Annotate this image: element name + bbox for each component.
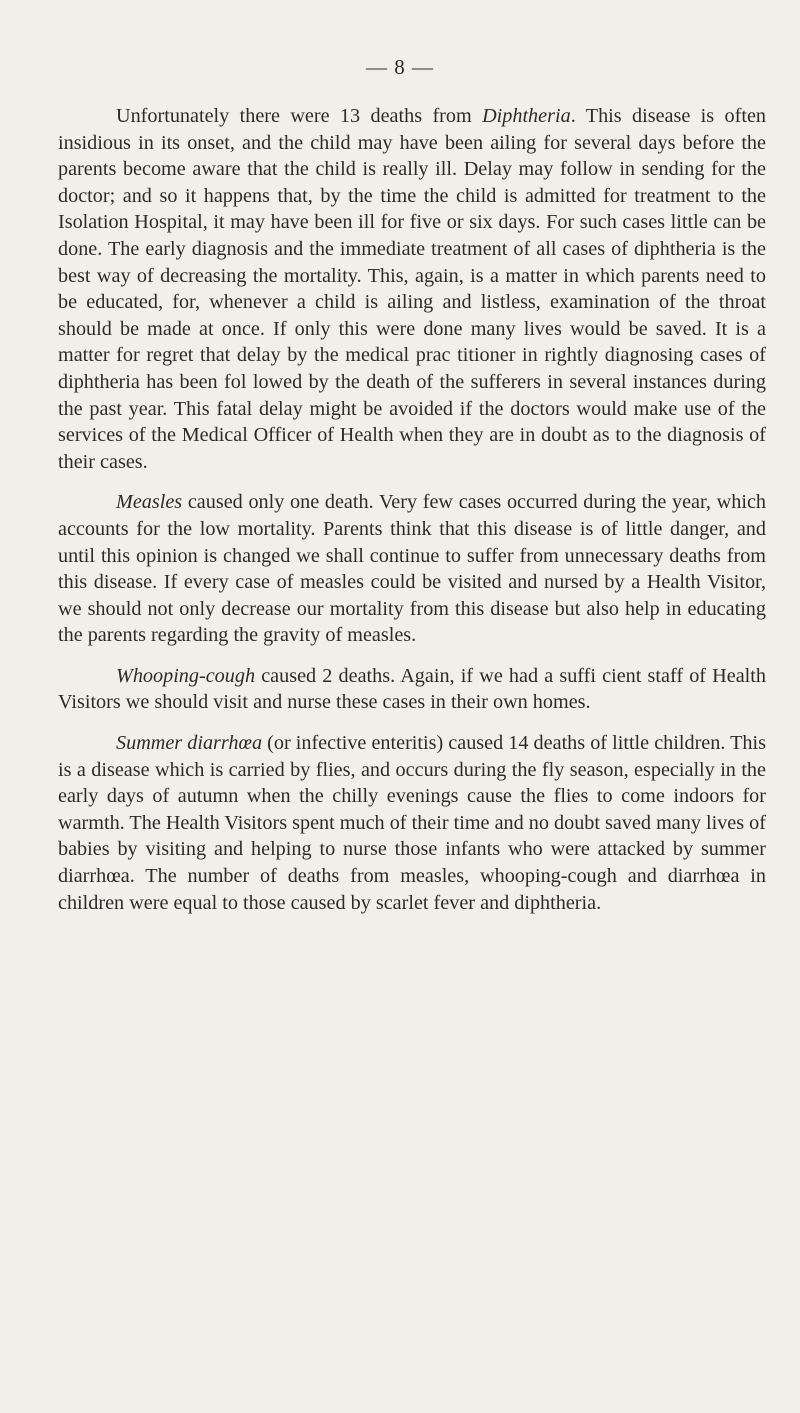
disease-term: Summer diarrhœa	[116, 732, 263, 755]
paragraph-diphtheria	[58, 103, 766, 475]
paragraph-body: . This disease is often insidious in its onset, and the child may have been ailing for several days before the parents become aware that the child is really ill. Delay may follow in sending for the doctor; and so it happens that, by the time the child is admitted for treatment to the Isolation Hospital, it may have been ill for five or six days. For such cases little can be done. The early diagnosis and the immediate treatment of all cases of diphtheria is the best way of decreasing the mortality. This, again, is a matter in which parents need to be educated, for, whenever a child is ailing and listless, examination of the throat should be made at once. If only this were done many lives would be saved. It is a matter for regret that delay by the medical prac titioner in rightly diagnosing cases of diphtheria has been fol lowed by the death of the sufferers in several instances during the past year. This fatal delay might be avoided if the doctors would make use of the services of the Medical Officer of Health when they are in doubt as to the diagnosis of their cases.	[58, 105, 767, 473]
paragraph-body: (or infective enteritis) caused 14 deaths of little children. This is a disease which is carried by flies, and occurs during the fly season, especially in the early days of autumn when the chilly evenings cause the flies to come indoors for warmth. The Health Visitors spent much of their time and no doubt saved many lives of babies by visiting and helping to nurse those infants who were attacked by summer diarrhœa. The number of deaths from measles, whooping-cough and diarrhœa in children were equal to those caused by scarlet fever and diphtheria.	[58, 732, 766, 914]
paragraph-whooping-cough	[58, 663, 766, 716]
page-number: — 8 —	[366, 55, 434, 79]
paragraph-measles	[58, 489, 766, 649]
disease-term: Whooping-cough	[116, 664, 256, 687]
disease-term: Diphtheria	[482, 105, 571, 127]
disease-term: Measles	[116, 491, 183, 514]
paragraph-lead: Unfortunately there were 13 deaths from	[116, 105, 483, 127]
paragraph-body: caused only one death. Very few cases occurred during the year, which accounts for the low mortality. Parents think that this disease is of little danger, and until this opinion is changed we shall continue to suffer from unnecessary deaths from this disease. If every case of measles could be visited and nursed by a Health Visitor, we should not only decrease our mortality from this disease but also help in educating the parents regarding the gravity of measles.	[58, 491, 766, 647]
paragraph-summer-diarrhoea	[58, 730, 766, 916]
paragraph-body: caused 2 deaths. Again, if we had a suffi cient staff of Health Visitors we should visit and nurse these cases in their own homes.	[58, 664, 766, 714]
document-body	[58, 103, 766, 930]
